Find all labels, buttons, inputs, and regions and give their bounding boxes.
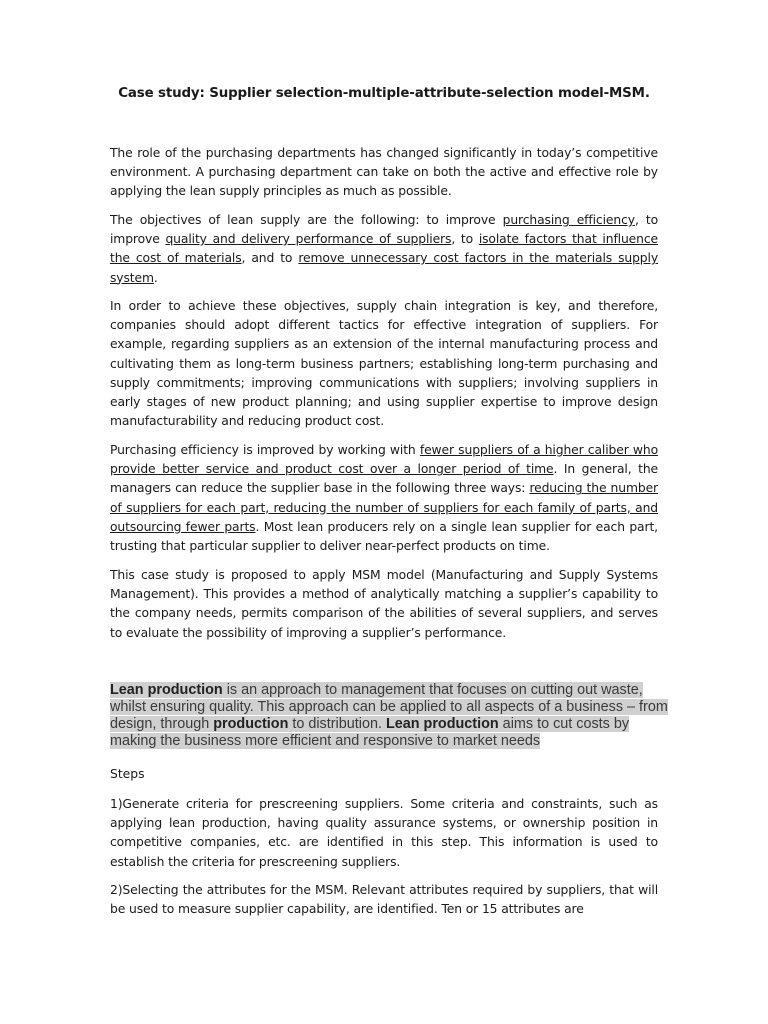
step-1-paragraph: 1)Generate criteria for prescreening suppliers. Some criteria and constraints, such as applying lean production, having quality assurance systems, or ownership position in competitive companies, etc. are identified in this step. This information is used to establish the criteria for prescreening suppliers. xyxy=(110,797,658,869)
paragraph-msm-case-study: This case study is proposed to apply MSM model (Manufacturing and Supply Systems Management). This provides a method of analytically matching a supplier’s capability to the company needs, permits comparison of the abilities of several suppliers, and serves to evaluate the possibility of improving a supplier’s performance. xyxy=(110,568,658,640)
bold-term: production xyxy=(213,716,289,732)
underlined-phrase: fewer suppliers of a higher caliber who provide better service and product cost over a longer period of time xyxy=(110,443,658,477)
text-span: , to xyxy=(451,232,479,247)
text-span: . xyxy=(153,270,158,285)
paragraph-role-of-purchasing: The role of the purchasing departments has changed significantly in today’s competitive environment. A purchasing department can take on both the active and effective role by applying the lean supply principles as much as possible. xyxy=(110,146,658,199)
text-span: The objectives of lean supply are the following: to improve xyxy=(110,213,503,227)
text-span: is an approach to management that focuses on cutting out waste, whilst ensuring quality. This approach can be applied to all aspects of a business – from design, through xyxy=(110,682,668,732)
text-span: , and to xyxy=(241,251,299,266)
document-title: Case study: Supplier selection-multiple-attribute-selection model-MSM. xyxy=(118,86,650,101)
paragraph-supply-chain-integration: In order to achieve these objectives, supply chain integration is key, and therefore, companies should adopt different tactics for effective integration of suppliers. For example, regarding suppliers as an extension of the internal manufacturing process and cultivating them as long-term business partners; establishing long-term purchasing and supply commitments; improving communications with suppliers; involving suppliers in early stages of new product planning; and using supplier expertise to improve design manufacturability and reducing product cost. xyxy=(110,299,658,429)
underlined-phrase: remove unnecessary cost factors in the materials supply system xyxy=(110,251,659,285)
highlighted-text xyxy=(110,682,668,749)
underlined-phrase: reducing the number of suppliers for each part, reducing the number of suppliers for each family of parts, and outsourcing fewer parts xyxy=(110,481,658,534)
bold-term: Lean production xyxy=(110,682,223,698)
text-span: . In general, the managers can reduce the supplier base in the following three ways: xyxy=(110,462,659,496)
paragraph-purchasing-efficiency xyxy=(110,441,658,556)
underlined-phrase: quality and delivery performance of suppliers xyxy=(165,232,452,247)
text-span: to distribution. xyxy=(288,716,386,732)
text-span: , to improve xyxy=(110,213,659,247)
steps-heading: Steps xyxy=(110,767,145,781)
bold-term: Lean production xyxy=(385,716,499,732)
paragraph-lean-supply-objectives xyxy=(110,211,658,288)
text-span: . Most lean producers rely on a single lean supplier for each part, trusting that particular supplier to deliver near-perfect products on time. xyxy=(110,519,658,554)
lean-production-definition xyxy=(110,682,670,750)
underlined-phrase: purchasing efficiency xyxy=(502,213,635,227)
text-span: Purchasing efficiency is improved by working with xyxy=(110,443,420,457)
underlined-phrase: isolate factors that influence the cost of materials xyxy=(110,232,658,266)
text-span: aims to cut costs by making the business more efficient and responsive to market needs xyxy=(110,716,630,749)
step-2-paragraph: 2)Selecting the attributes for the MSM. Relevant attributes required by suppliers, that will be used to measure supplier capability, are identified. Ten or 15 attributes are xyxy=(110,883,658,917)
